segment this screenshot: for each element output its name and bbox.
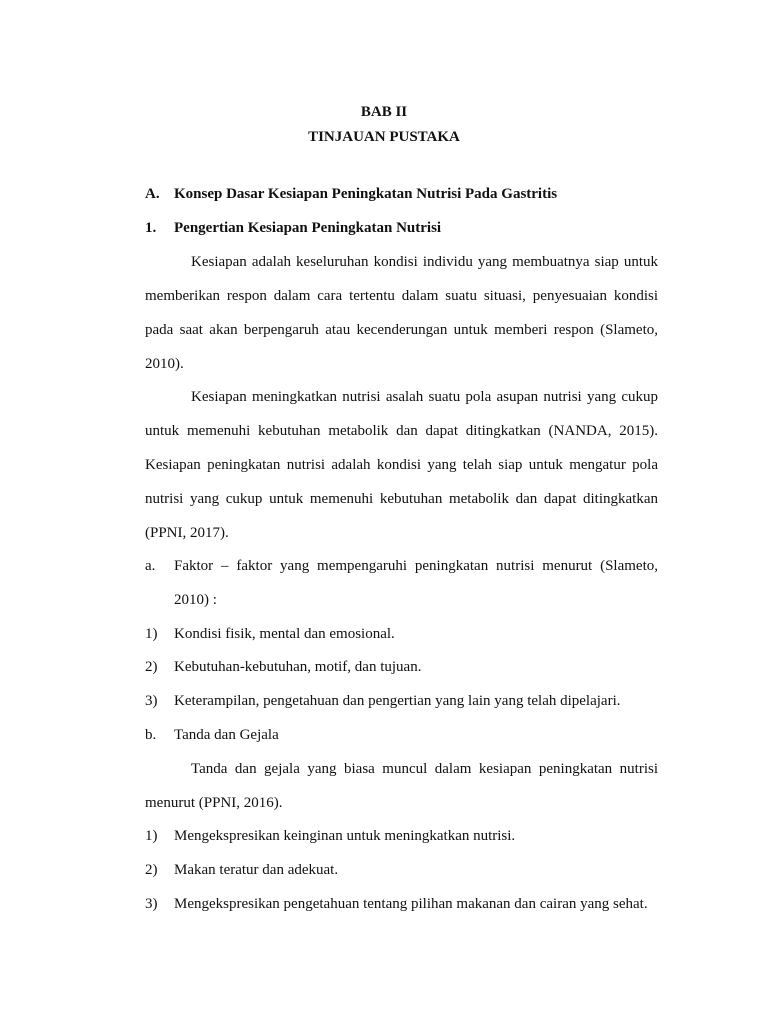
list-item xyxy=(145,658,421,676)
list-item-text: Kondisi fisik, mental dan emosional. xyxy=(174,626,395,642)
item-b xyxy=(145,726,279,744)
item-a-line-2: 2010) : xyxy=(174,592,217,608)
list-item-marker: 2) xyxy=(145,862,158,878)
paragraph-2-line-3: Kesiapan peningkatan nutrisi adalah kondisi yang telah siap untuk mengatur pola xyxy=(145,457,658,473)
paragraph-3-line-1: Tanda dan gejala yang biasa muncul dalam kesiapan peningkatan nutrisi xyxy=(191,761,658,777)
list-item xyxy=(145,692,620,710)
list-item-marker: 1) xyxy=(145,828,158,844)
subsection-1-marker: 1. xyxy=(145,220,157,236)
paragraph-1-line-1: Kesiapan adalah keseluruhan kondisi individu yang membuatnya siap untuk xyxy=(191,254,658,270)
list-item-text: Mengekspresikan pengetahuan tentang pilihan makanan dan cairan yang sehat. xyxy=(174,896,648,912)
section-a-title: Konsep Dasar Kesiapan Peningkatan Nutrisi Pada Gastritis xyxy=(174,186,558,202)
paragraph-2-line-2: untuk memenuhi kebutuhan metabolik dan dapat ditingkatkan (NANDA, 2015). xyxy=(145,423,658,439)
list-item xyxy=(145,861,338,879)
chapter-number: BAB II xyxy=(360,104,408,120)
item-b-title: Tanda dan Gejala xyxy=(174,727,279,743)
list-item-marker: 3) xyxy=(145,693,158,709)
list-item-marker: 2) xyxy=(145,659,158,675)
list-item xyxy=(145,895,648,913)
section-a-marker: A. xyxy=(145,186,160,202)
item-a xyxy=(145,557,658,575)
chapter-title: TINJAUAN PUSTAKA xyxy=(308,129,460,145)
paragraph-2-line-1: Kesiapan meningkatkan nutrisi asalah suatu pola asupan nutrisi yang cukup xyxy=(191,389,658,405)
list-item-marker: 1) xyxy=(145,626,158,642)
paragraph-1-line-2: memberikan respon dalam cara tertentu dalam suatu situasi, penyesuaian kondisi xyxy=(145,288,658,304)
paragraph-1-line-3: pada saat akan berpengaruh atau kecenderungan untuk memberi respon (Slameto, xyxy=(145,322,658,338)
list-item-text: Mengekspresikan keinginan untuk meningkatkan nutrisi. xyxy=(174,828,516,844)
section-a-heading xyxy=(145,185,557,203)
subsection-1-heading xyxy=(145,219,441,237)
item-a-marker: a. xyxy=(145,558,156,574)
list-item xyxy=(145,625,395,643)
item-a-line-1: Faktor – faktor yang mempengaruhi peningkatan nutrisi menurut (Slameto, xyxy=(174,558,658,574)
paragraph-2-line-5: (PPNI, 2017). xyxy=(145,525,229,541)
paragraph-2-line-4: nutrisi yang cukup untuk memenuhi kebutuhan metabolik dan dapat ditingkatkan xyxy=(145,491,658,507)
subsection-1-title: Pengertian Kesiapan Peningkatan Nutrisi xyxy=(174,220,442,236)
list-item-marker: 3) xyxy=(145,896,158,912)
list-item xyxy=(145,827,515,845)
list-item-text: Makan teratur dan adekuat. xyxy=(174,862,339,878)
paragraph-1-line-4: 2010). xyxy=(145,356,184,372)
list-item-text: Keterampilan, pengetahuan dan pengertian yang lain yang telah dipelajari. xyxy=(174,693,621,709)
paragraph-3-line-2: menurut (PPNI, 2016). xyxy=(145,795,283,811)
list-item-text: Kebutuhan-kebutuhan, motif, dan tujuan. xyxy=(174,659,422,675)
item-b-marker: b. xyxy=(145,727,157,743)
